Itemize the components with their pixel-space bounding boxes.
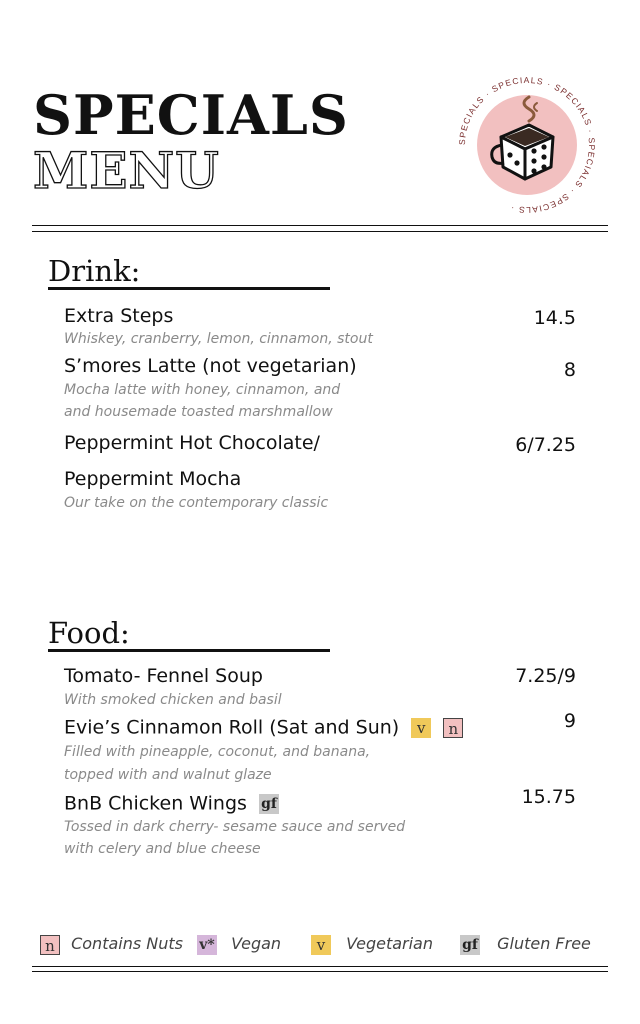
legend-item-vegetarian (311, 934, 433, 955)
specials-logo (457, 75, 597, 215)
menu-item-description: Mocha latte with honey, cinnamon, and (64, 382, 341, 398)
nuts-badge: n (40, 935, 60, 955)
nuts-badge: n (443, 718, 463, 738)
legend-label: Gluten Free (497, 934, 591, 953)
page-title: SPECIALS (33, 83, 349, 147)
menu-item-description: topped with and walnut glaze (64, 767, 272, 783)
menu-item-name-text: Evie’s Cinnamon Roll (Sat and Sun) (64, 716, 400, 739)
divider (32, 966, 608, 967)
menu-item-price: 15.75 (521, 786, 576, 808)
menu-item-name (64, 718, 463, 738)
logo-ring-text: SPECIALS · SPECIALS · SPECIALS · SPECIALS · SPECIALS · (457, 75, 597, 215)
menu-item-description: with celery and blue cheese (64, 841, 261, 857)
menu-item-price: 6/7.25 (515, 434, 576, 456)
menu-item-name: Tomato- Fennel Soup (64, 665, 263, 687)
legend-item-nuts (40, 934, 183, 955)
legend-label: Vegetarian (346, 934, 433, 953)
vegan-badge: v* (197, 935, 217, 955)
menu-item-description: Filled with pineapple, coconut, and banana, (64, 744, 371, 760)
menu-item-price: 7.25/9 (515, 665, 576, 687)
section-underline (48, 649, 330, 652)
page-subtitle: MENU (33, 141, 220, 200)
divider (32, 225, 608, 226)
gluten-free-badge: gf (259, 794, 279, 814)
menu-item-price: 8 (563, 359, 576, 381)
menu-item-price: 14.5 (533, 307, 576, 329)
menu-item-description: With smoked chicken and basil (64, 692, 282, 708)
menu-item-name: Extra Steps (64, 305, 174, 327)
vegetarian-badge: v (311, 935, 331, 955)
divider (32, 231, 608, 232)
gluten-free-badge: gf (460, 935, 480, 955)
menu-item-name-text: BnB Chicken Wings (64, 792, 247, 815)
legend-label: Contains Nuts (71, 934, 183, 953)
legend-item-vegan (197, 934, 281, 955)
menu-item-description: and housemade toasted marshmallow (64, 404, 333, 420)
menu-item-name: Peppermint Mocha (64, 468, 242, 490)
legend-label: Vegan (231, 934, 282, 953)
section-underline (48, 287, 330, 290)
menu-item-description: Tossed in dark cherry- sesame sauce and served (64, 819, 406, 835)
divider (32, 971, 608, 972)
section-title-drink: Drink: (48, 254, 141, 288)
menu-item-description: Whiskey, cranberry, lemon, cinnamon, stout (64, 331, 373, 347)
menu-item-name (64, 794, 279, 814)
section-title-food: Food: (48, 616, 130, 650)
legend-item-gluten-free (460, 934, 591, 955)
menu-item-name: S’mores Latte (not vegetarian) (64, 355, 357, 377)
vegetarian-badge: v (411, 718, 431, 738)
menu-item-name: Peppermint Hot Chocolate/ (64, 432, 320, 454)
menu-item-description: Our take on the contemporary classic (64, 495, 329, 511)
menu-item-price: 9 (563, 710, 576, 732)
